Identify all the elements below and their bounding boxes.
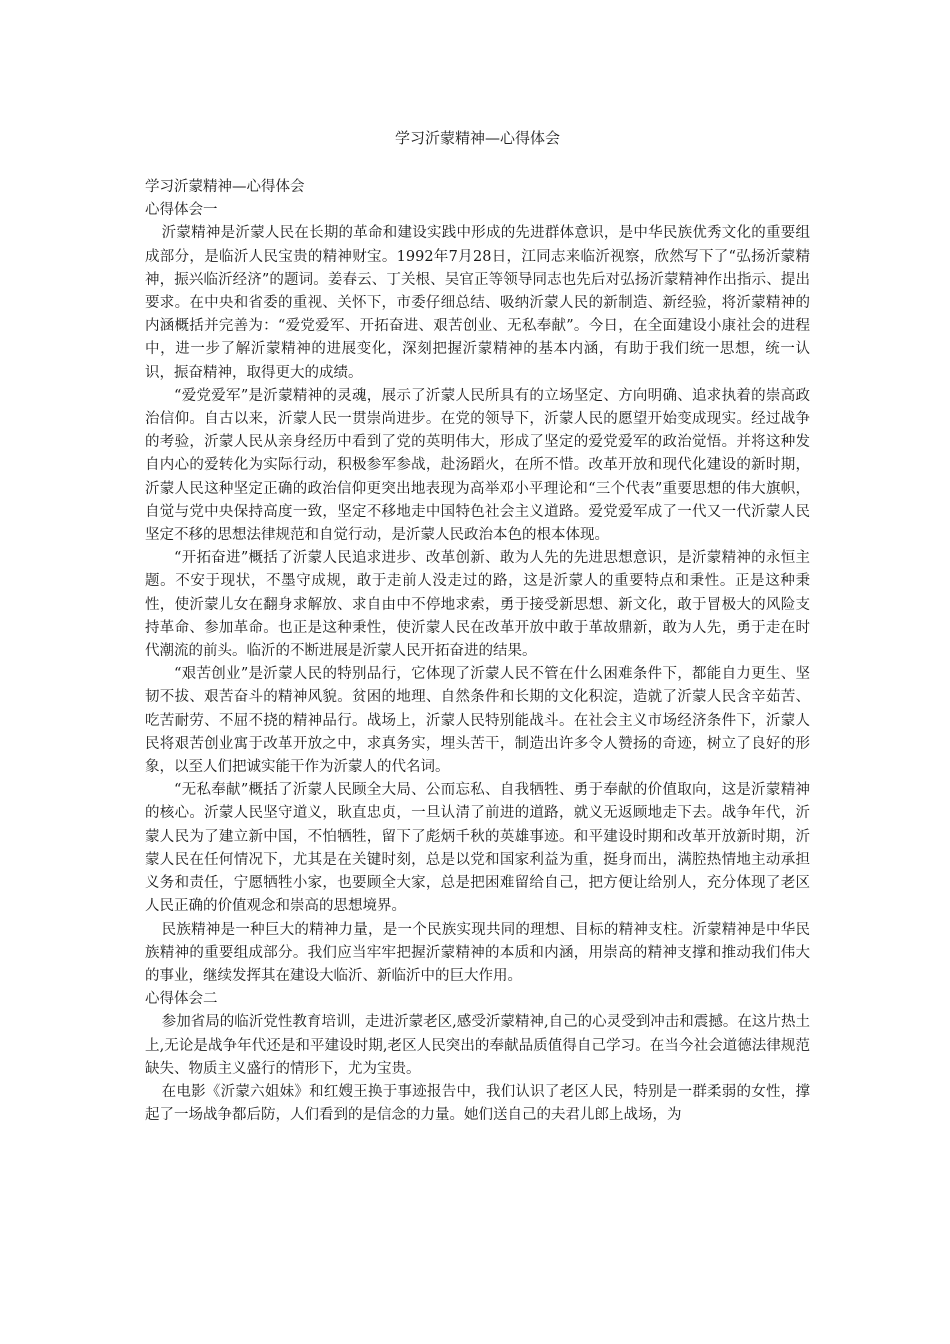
paragraph: “艰苦创业”是沂蒙人民的特别品行，它体现了沂蒙人民不管在什么困难条件下，都能自力更生、坚韧不拔、艰苦奋斗的精神风貌。贫困的地理、自然条件和长期的文化积淀，造就了沂蒙人民含辛茹苦、吃苦耐劳、不屈不挠的精神品行。战场上，沂蒙人民特别能战斗。在社会主义市场经济条件下，沂蒙人民将艰苦创业寓于改革开放之中，求真务实，埋头苦干，制造出许多令人赞扬的奇迹，树立了良好的形象，以至人们把诚实能干作为沂蒙人的代名词。	[145, 666, 810, 776]
paragraph: “无私奉献”概括了沂蒙人民顾全大局、公而忘私、自我牺牲、勇于奉献的价值取向，这是沂蒙精神的核心。沂蒙人民坚守道义，耿直忠贞，一旦认清了前进的道路，就义无返顾地走下去。战争年代，沂蒙人民为了建立新中国，不怕牺牲，留下了彪炳千秋的英雄事迹。和平建设时期和改革开放新时期，沂蒙人民在任何情况下，尤其是在关键时刻，总是以党和国家利益为重，挺身而出，满腔热情地主动承担义务和责任，宁愿牺牲小家，也要顾全大家，总是把困难留给自己，把方便让给别人，充分体现了老区人民正确的价值观念和崇高的思想境界。	[145, 782, 810, 915]
document-title: 学习沂蒙精神—心得体会	[394, 129, 560, 147]
section-title-1: 心得体会一	[145, 202, 218, 219]
paragraph: 沂蒙精神是沂蒙人民在长期的革命和建设实践中形成的先进群体意识，是中华民族优秀文化的重要组成部分，是临沂人民宝贵的精神财宝。1992年7月28日，江同志来临沂视察，欣然写下了“弘扬沂蒙精神，振兴临沂经济”的题词。姜春云、丁关根、吴官正等领导同志也先后对弘扬沂蒙精神作出指示、提出要求。在中央和省委的重视、关怀下，市委仔细总结、吸纳沂蒙人民的新制造、新经验，将沂蒙精神的内涵概括并完善为：“爱党爱军、开拓奋进、艰苦创业、无私奉献”。今日，在全面建设小康社会的进程中，进一步了解沂蒙精神的进展变化，深刻把握沂蒙精神的基本内涵，有助于我们统一思想，统一认识，振奋精神，取得更大的成绩。	[145, 225, 810, 381]
document-body	[145, 176, 810, 1127]
section-title-2: 心得体会二	[145, 991, 218, 1008]
paragraph: 在电影《沂蒙六姐妹》和红嫂王换于事迹报告中，我们认识了老区人民，特别是一群柔弱的女性，撑起了一场战争都后防，人们看到的是信念的力量。她们送自己的夫君儿郎上战场，为	[145, 1083, 810, 1124]
paragraph: “开拓奋进”概括了沂蒙人民追求进步、改革创新、敢为人先的先进思想意识，是沂蒙精神的永恒主题。不安于现状，不墨守成规，敢于走前人没走过的路，这是沂蒙人的重要特点和秉性。正是这种秉性，使沂蒙儿女在翻身求解放、求自由中不停地求索，勇于接受新思想、新文化，敢于冒极大的风险支持革命、参加革命。也正是这种秉性，使沂蒙人民在改革开放中敢于革故鼎新，敢为人先，勇于走在时代潮流的前头。临沂的不断进展是沂蒙人民开拓奋进的结果。	[145, 550, 810, 660]
paragraph: “爱党爱军”是沂蒙精神的灵魂，展示了沂蒙人民所具有的立场坚定、方向明确、追求执着的崇高政治信仰。自古以来，沂蒙人民一贯崇尚进步。在党的领导下，沂蒙人民的愿望开始变成现实。经过战争的考验，沂蒙人民从亲身经历中看到了党的英明伟大，形成了坚定的爱党爱军的政治觉悟。并将这种发自内心的爱转化为实际行动，积极参军参战，赴汤蹈火，在所不惜。改革开放和现代化建设的新时期，沂蒙人民这种坚定正确的政治信仰更突出地表现为高举邓小平理论和“三个代表”重要思想的伟大旗帜，自觉与党中央保持高度一致，坚定不移地走中国特色社会主义道路。爱党爱军成了一代又一代沂蒙人民坚定不移的思想法律规范和自觉行动，是沂蒙人民政治本色的根本体现。	[145, 387, 810, 544]
document-heading: 学习沂蒙精神—心得体会	[145, 179, 305, 195]
paragraph: 参加省局的临沂党性教育培训，走进沂蒙老区,感受沂蒙精神,自己的心灵受到冲击和震撼。在这片热土上,无论是战争年代还是和平建设时期,老区人民突出的奉献品质值得自己学习。在当今社会道德法律规范缺失、物质主义盛行的情形下，尤为宝贵。	[145, 1014, 810, 1077]
paragraph: 民族精神是一种巨大的精神力量，是一个民族实现共同的理想、目标的精神支柱。沂蒙精神是中华民族精神的重要组成部分。我们应当牢牢把握沂蒙精神的本质和内涵，用崇高的精神支撑和推动我们伟大的事业，继续发挥其在建设大临沂、新临沂中的巨大作用。	[145, 921, 810, 984]
